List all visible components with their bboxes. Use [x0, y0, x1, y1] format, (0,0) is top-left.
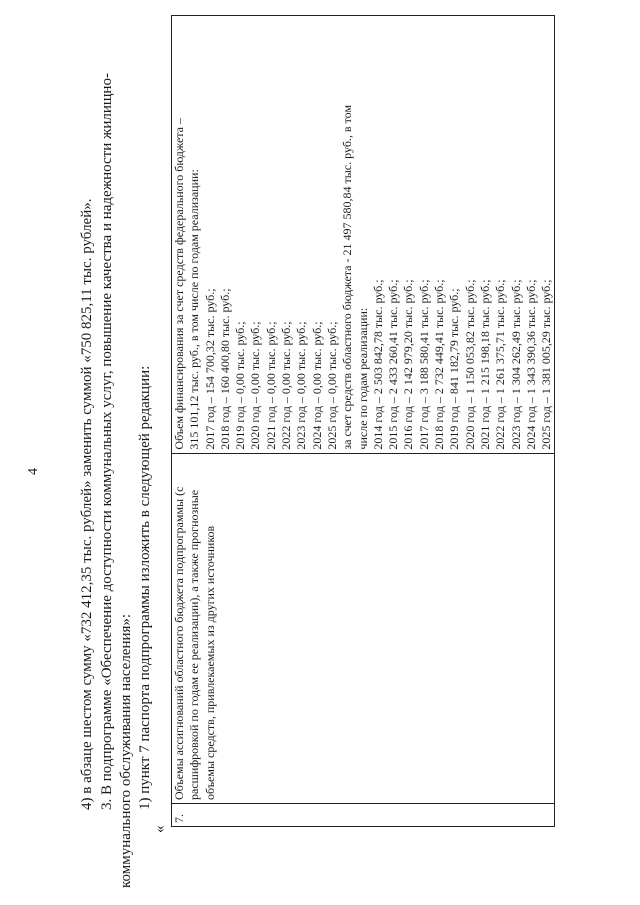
federal-year-2024: 2024 год – 0,00 тыс. руб.; [309, 321, 324, 450]
regional-year-2024: 2024 год – 1 343 390,36 тыс. руб.; [523, 279, 538, 450]
federal-year-2025: 2025 год – 0,00 тыс. руб.; [324, 321, 339, 450]
row-label [172, 453, 555, 803]
regional-year-2019: 2019 год – 841 182,79 тыс. руб.; [447, 288, 462, 450]
federal-year-2017: 2017 год – 154 700,32 тыс. руб.; [202, 288, 217, 450]
row-label-text: Объемы ассигнований областного бюджета подпрограммы (с расшифровкой по годам ее реализации), а также прогнозные объемы средств, привлекаемых из других источников [172, 486, 217, 800]
regional-year-2022: 2022 год – 1 261 375,71 тыс. руб.; [493, 279, 508, 450]
federal-year-2018: 2018 год – 160 400,80 тыс. руб.; [217, 288, 232, 450]
regional-year-2015: 2015 год – 2 433 260,41 тыс. руб.; [386, 279, 401, 450]
federal-year-2019: 2019 год – 0,00 тыс. руб.; [233, 321, 248, 450]
regional-year-2021: 2021 год – 1 215 198,18 тыс. руб.; [477, 279, 492, 450]
regional-year-2014: 2014 год – 2 503 842,78 тыс. руб.; [370, 279, 385, 450]
federal-year-2022: 2022 год – 0,00 тыс. руб.; [279, 321, 294, 450]
opening-quote: « [152, 825, 168, 833]
federal-year-2021: 2021 год – 0,00 тыс. руб.; [263, 321, 278, 450]
regional-intro-continued: числе по годам реализации: [355, 307, 370, 450]
regional-year-2023: 2023 год – 1 304 262,49 тыс. руб.; [508, 279, 523, 450]
paragraph-subprogram-heading: 3. В подпрограмме «Обеспечение доступности коммунальных услуг, повышение качества и надежности жилищно- [99, 73, 115, 810]
federal-total: 315 101,12 тыс. руб., в том числе по годам реализации: [187, 169, 202, 450]
page-number: 4 [26, 468, 41, 475]
regional-year-2017: 2017 год – 3 188 580,41 тыс. руб.; [416, 279, 431, 450]
regional-year-2016: 2016 год – 2 142 979,20 тыс. руб.; [401, 279, 416, 450]
regional-year-2018: 2018 год – 2 732 449,41 тыс. руб.; [432, 279, 447, 450]
row-number: 7. [172, 803, 555, 826]
paragraph-amount-replacement: 4) в абзаце шестом сумму «732 412,35 тыс. рублей» заменить суммой «750 825,11 тыс. рублей». [79, 198, 95, 810]
passport-table [171, 15, 555, 827]
funding-cell [172, 16, 555, 454]
regional-year-2025: 2025 год – 1 381 005,29 тыс. руб.; [539, 279, 554, 450]
paragraph-passport-item: 1) пункт 7 паспорта подпрограммы изложить в следующей редакции: [137, 365, 153, 810]
regional-intro: за счет средств областного бюджета - 21 497 580,84 тыс. руб., в том [340, 104, 355, 450]
paragraph-subprogram-heading-continued: коммунального обслуживания населения»: [118, 613, 134, 888]
regional-year-2020: 2020 год – 1 150 053,82 тыс. руб.; [462, 279, 477, 450]
table-row [172, 16, 555, 827]
federal-intro: Объем финансирования за счет средств федерального бюджета – [172, 118, 186, 450]
federal-year-2023: 2023 год – 0,00 тыс. руб.; [294, 321, 309, 450]
federal-year-2020: 2020 год – 0,00 тыс. руб.; [248, 321, 263, 450]
